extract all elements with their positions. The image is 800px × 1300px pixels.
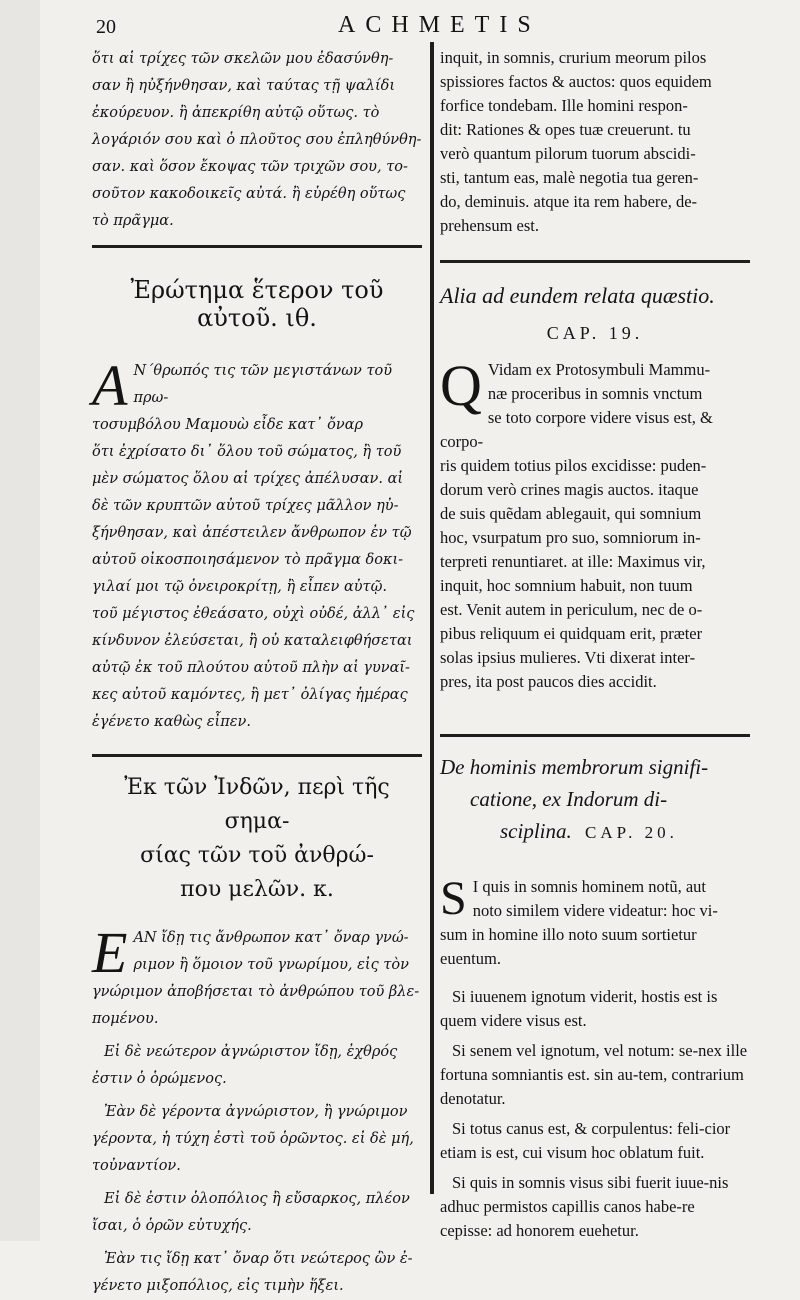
text-line: ὅτι αἱ τρίχες τῶν σκελῶν μου ἐδασύνθη- bbox=[92, 51, 394, 67]
chapter-number: CAP. 19. bbox=[546, 323, 644, 343]
text-line: λογάριόν σου καὶ ὁ πλοῦτος σου ἐπληθύνθη- bbox=[92, 132, 422, 148]
text-line: inquit, hoc somnium habuit, non tuum bbox=[440, 576, 693, 595]
text-line: Ν΄θρωπός τις τῶν μεγιστάνων τοῦ πρω- bbox=[133, 363, 393, 406]
text-line: γιλαί μοι τῷ ὀνειροκρίτῃ, ἢ εἶπεν αὐτῷ. bbox=[92, 579, 387, 595]
text-line: ριμον ἢ ὅμοιον τοῦ γνωρίμου, εἰς τὸν bbox=[133, 957, 409, 973]
text-line: τοσυμβόλου Μαμουὼ εἶδε κατ᾽ ὄναρ bbox=[92, 417, 364, 433]
section-rule bbox=[440, 734, 750, 737]
text-line: τοῦ μέγιστος ἐθεάσατο, οὐχὶ οὐδέ, ἀλλ᾽ εἰς bbox=[92, 606, 415, 622]
paragraph: Si quis in somnis visus sibi fuerit iuue-nis adhuc permistos capillis canos habe-re cepisse: ad honorem euehetur. bbox=[440, 1173, 729, 1240]
text-line: αὐτοῦ οἰκοσποιησάμενον τὸ πρᾶγμα δοκι- bbox=[92, 552, 404, 568]
greek-block-continuation bbox=[92, 46, 422, 235]
text-line: πομένου. bbox=[92, 1011, 159, 1027]
text-line: solas ipsius mulieres. Vti dixerat inter- bbox=[440, 648, 696, 667]
text-line: αὐτῷ ἐκ τοῦ πλούτου αὐτοῦ πλὴν αἱ γυναῖ- bbox=[92, 660, 410, 676]
drop-cap: Ε bbox=[92, 920, 128, 985]
text-line: spissiores factos & auctos: quos equidem bbox=[440, 72, 712, 91]
section-rule bbox=[92, 754, 422, 757]
text-line: Vidam ex Protosymbuli Mammu- bbox=[487, 360, 711, 379]
page-number: 20 bbox=[96, 16, 116, 38]
title-line: Ἐκ τῶν Ἰνδῶν, περὶ τῆς σημα- bbox=[124, 775, 390, 834]
text-line: terpreti renuntiaret. at ille: Maximus vir, bbox=[440, 552, 706, 571]
greek-chapter-19-body bbox=[92, 353, 422, 736]
drop-cap: Α bbox=[92, 353, 128, 418]
text-line: pibus reliquum ei quidquam erit, præter bbox=[440, 624, 703, 643]
right-column-latin bbox=[440, 46, 750, 1240]
text-line: δὲ τῶν κρυπτῶν αὐτοῦ τρίχες μᾶλλον ηὐ- bbox=[92, 498, 399, 514]
paragraph: Si iuuenem ignotum viderit, hostis est is quem videre visus est. bbox=[440, 987, 718, 1030]
title-line-last bbox=[440, 815, 750, 849]
text-line: dit: Rationes & opes tuæ creuerunt. tu bbox=[440, 120, 691, 139]
gutter-shadow bbox=[0, 0, 40, 1241]
section-rule bbox=[440, 260, 750, 263]
left-column-greek bbox=[92, 46, 422, 1294]
drop-cap: Q bbox=[440, 353, 482, 418]
latin-chapter-20-body bbox=[440, 872, 750, 1243]
text-line: ris quidem totius pilos excidisse: puden- bbox=[440, 456, 707, 475]
text-line: sti, tantum eas, malè negotia tua geren- bbox=[440, 168, 699, 187]
title-line: catione, ex Indorum di- bbox=[470, 787, 668, 811]
text-line: ξήνθησαν, καὶ ἀπέστειλεν ἄνθρωπον ἐν τῷ bbox=[92, 525, 412, 541]
section-title-greek-19: Ἐρώτημα ἕτερον τοῦ αὐτοῦ. ιθ. bbox=[130, 276, 384, 332]
paragraph: Si totus canus est, & corpulentus: feli-cior etiam is est, cui visum hoc oblatum fuit. bbox=[440, 1119, 731, 1162]
paragraph: Εἰ δὲ νεώτερον ἀγνώριστον ἴδῃ, ἐχθρός ἐστιν ὁ ὁρώμενος. bbox=[92, 1044, 398, 1087]
text-line: se toto corpore videre visus est, & corpo- bbox=[440, 408, 713, 451]
text-line: τὸ πρᾶγμα. bbox=[92, 213, 174, 229]
text-line: Ἐὰν τις ἴδῃ κατ᾽ ὄναρ ὅτι νεώτερος ὢν ἐ- bbox=[104, 1251, 413, 1267]
text-line: I quis in somnis hominem notũ, aut bbox=[472, 877, 706, 896]
drop-cap: S bbox=[440, 872, 467, 925]
text-line: prehensum est. bbox=[440, 216, 539, 235]
section-title-latin-19: Alia ad eundem relata quæstio. bbox=[440, 283, 715, 308]
running-head: ACHMETIS bbox=[338, 12, 541, 38]
text-line: κίνδυνον ἐλεύσεται, ἢ οὐ καταλειφθήσεται bbox=[92, 633, 413, 649]
chapter-number: CAP. 20. bbox=[585, 823, 678, 842]
text-line: inquit, in somnis, crurium meorum pilos bbox=[440, 48, 707, 67]
text-line: ἐγένετο καθὼς εἶπεν. bbox=[92, 714, 251, 730]
text-line: σαν ἢ ηὐξήνθησαν, καὶ ταύτας τῇ ψαλίδι bbox=[92, 78, 396, 94]
text-line: γνώριμον ἀποβήσεται τὸ ἀνθρώπου τοῦ βλε- bbox=[92, 984, 420, 1000]
text-line: σοῦτον κακοδοικεῖς αὐτά. ἢ εὑρέθη οὕτως bbox=[92, 186, 406, 202]
column-divider bbox=[430, 42, 434, 1194]
text-line: dorum verò crines magis auctos. itaque bbox=[440, 480, 699, 499]
text-line: ὅτι ἐχρίσατο δι᾽ ὅλου τοῦ σώματος, ἢ τοῦ bbox=[92, 444, 402, 460]
text-line: sum in homine illo noto suum sortietur bbox=[440, 925, 697, 944]
text-line: næ proceribus in somnis vnctum bbox=[487, 384, 703, 403]
section-title-latin-20 bbox=[440, 751, 750, 849]
text-line: noto similem videre videatur: hoc vi- bbox=[472, 901, 718, 920]
paragraph: Εἰ δὲ ἐστιν ὁλοπόλιος ἢ εὔσαρκος, πλέον ἴσαι, ὁ ὁρῶν εὐτυχής. bbox=[92, 1191, 410, 1234]
text-line: forfice tondebam. Ille homini respon- bbox=[440, 96, 688, 115]
text-line: γένετο μιξοπόλιος, εἰς τιμὴν ἥξει. bbox=[92, 1278, 344, 1294]
text-line: est. Venit autem in periculum, nec de o- bbox=[440, 600, 703, 619]
greek-chapter-20-body bbox=[92, 920, 422, 1300]
text-line: euentum. bbox=[440, 949, 501, 968]
text-line: hoc, vsurpatum pro suo, somniorum in- bbox=[440, 528, 701, 547]
text-line: σαν. καὶ ὅσον ἔκοψας τῶν τριχῶν σου, το- bbox=[92, 159, 408, 175]
paragraph: Ἐὰν δὲ γέροντα ἀγνώριστον, ἢ γνώριμον γέροντα, ἡ τύχη ἐστὶ τοῦ ὁρῶντος. εἰ δὲ μή, τοὐναντίον. bbox=[92, 1104, 414, 1174]
text-line: do, deminuis. atque ita rem habere, de- bbox=[440, 192, 698, 211]
text-line: ἐκούρευον. ἢ ἀπεκρίθη αὐτῷ οὕτως. τὸ bbox=[92, 105, 380, 121]
text-line: κες αὐτοῦ καμόντες, ἢ μετ᾽ ὀλίγας ἡμέρας bbox=[92, 687, 408, 703]
title-line: De hominis membrorum signifi- bbox=[440, 755, 709, 779]
title-line: σίας τῶν τοῦ ἀνθρώ- bbox=[140, 843, 374, 868]
latin-block-continuation bbox=[440, 46, 750, 238]
title-fragment: sciplina. bbox=[500, 819, 572, 843]
text-line: de suis quẽdam ablegauit, qui somnium bbox=[440, 504, 702, 523]
paragraph: Si senem vel ignotum, vel notum: se-nex ille fortuna somniantis est. sin au-tem, contrarium denotatur. bbox=[440, 1041, 748, 1108]
latin-chapter-19-body bbox=[440, 353, 750, 694]
section-title-greek-20 bbox=[92, 771, 422, 907]
section-rule bbox=[92, 245, 422, 248]
title-line: που μελῶν. κ. bbox=[180, 877, 334, 902]
text-line: pres, ita post paucos dies accidit. bbox=[440, 672, 657, 691]
text-line: μὲν σώματος ὅλου αἱ τρίχες ἀπέλυσαν. αἱ bbox=[92, 471, 404, 487]
text-line: ΑΝ ἴδῃ τις ἄνθρωπον κατ᾽ ὄναρ γνώ- bbox=[133, 930, 409, 946]
text-line: verò quantum pilorum tuorum abscidi- bbox=[440, 144, 696, 163]
